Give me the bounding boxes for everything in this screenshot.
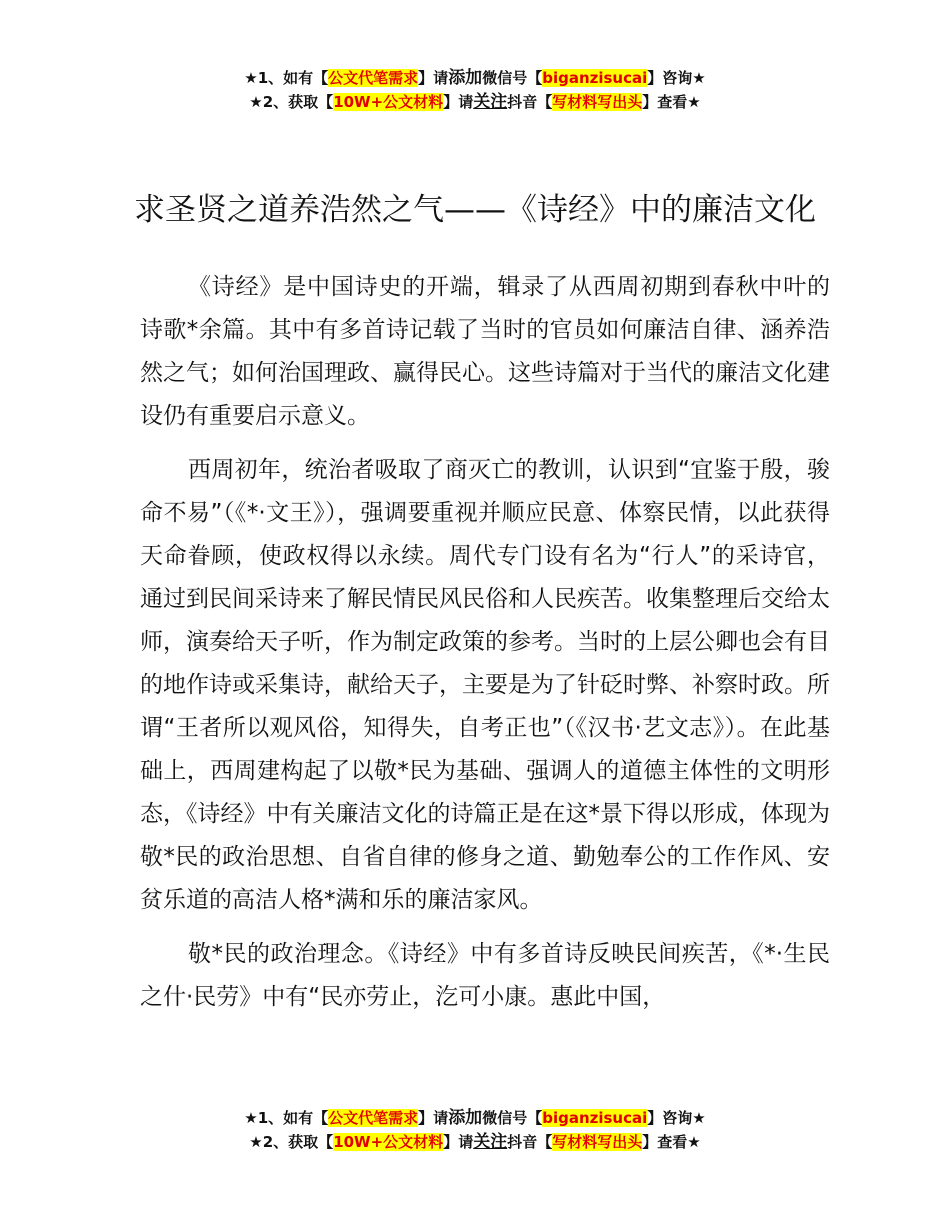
paragraph-2: 西周初年，统治者吸取了商灭亡的教训，认识到“宜鉴于殷，骏命不易”（《*·文王》），强调要重视并顺应民意、体察民情，以此获得天命眷顾，使政权得以永续。周代专门设有名为“行人”的采诗官，通过到民间采诗来了解民情民风民俗和人民疾苦。收集整理后交给太师，演奏给天子听，作为制定政策的参考。当时的上层公卿也会有目的地作诗或采集诗，献给天子，主要是为了针砭时弊、补察时政。所谓“王者所以观风俗，知得失，自考正也”（《汉书·艺文志》）。在此基础上，西周建构起了以敬*民为基础、强调人的道德主体性的文明形态，《诗经》中有关廉洁文化的诗篇正是在这*景下得以形成，体现为敬*民的政治思想、自省自律的修身之道、勤勉奉公的工作作风、安贫乐道的高洁人格*满和乐的廉洁家风。 xyxy=(140,457,830,913)
highlight-materials: 10W+公文材料 xyxy=(333,93,444,111)
footer-line-2: ★2、获取【10W+公文材料】请关注抖音【写材料写出头】查看★ xyxy=(249,1132,701,1152)
highlight-douyin: 写材料写出头 xyxy=(552,93,643,111)
highlight-service: 公文代笔需求 xyxy=(328,69,419,87)
paragraph-1: 《诗经》是中国诗史的开端，辑录了从西周初期到春秋中叶的诗歌*余篇。其中有多首诗记载了当时的官员如何廉洁自律、涵养浩然之气；如何治国理政、赢得民心。这些诗篇对于当代的廉洁文化建设仍有重要启示意义。 xyxy=(140,274,830,429)
banner-line-2: ★2、获取【10W+公文材料】请关注抖音【写材料写出头】查看★ xyxy=(249,92,701,112)
highlight-wechat-id: biganzisucai xyxy=(542,69,648,87)
footer-line-1: ★1、如有【公文代笔需求】请添加微信号【biganzisucai】咨询★ xyxy=(244,1108,706,1128)
document-body xyxy=(140,266,830,1030)
paragraph-3: 敬*民的政治理念。《诗经》中有多首诗反映民间疾苦，《*·生民之什·民劳》中有“民亦劳止，汔可小康。惠此中国， xyxy=(140,941,830,1010)
document-title: 求圣贤之道养浩然之气——《诗经》中的廉洁文化 xyxy=(134,191,816,228)
banner-line-1: ★1、如有【公文代笔需求】请添加微信号【biganzisucai】咨询★ xyxy=(244,68,706,88)
footer-banner xyxy=(0,1106,950,1154)
header-banner xyxy=(0,66,950,114)
